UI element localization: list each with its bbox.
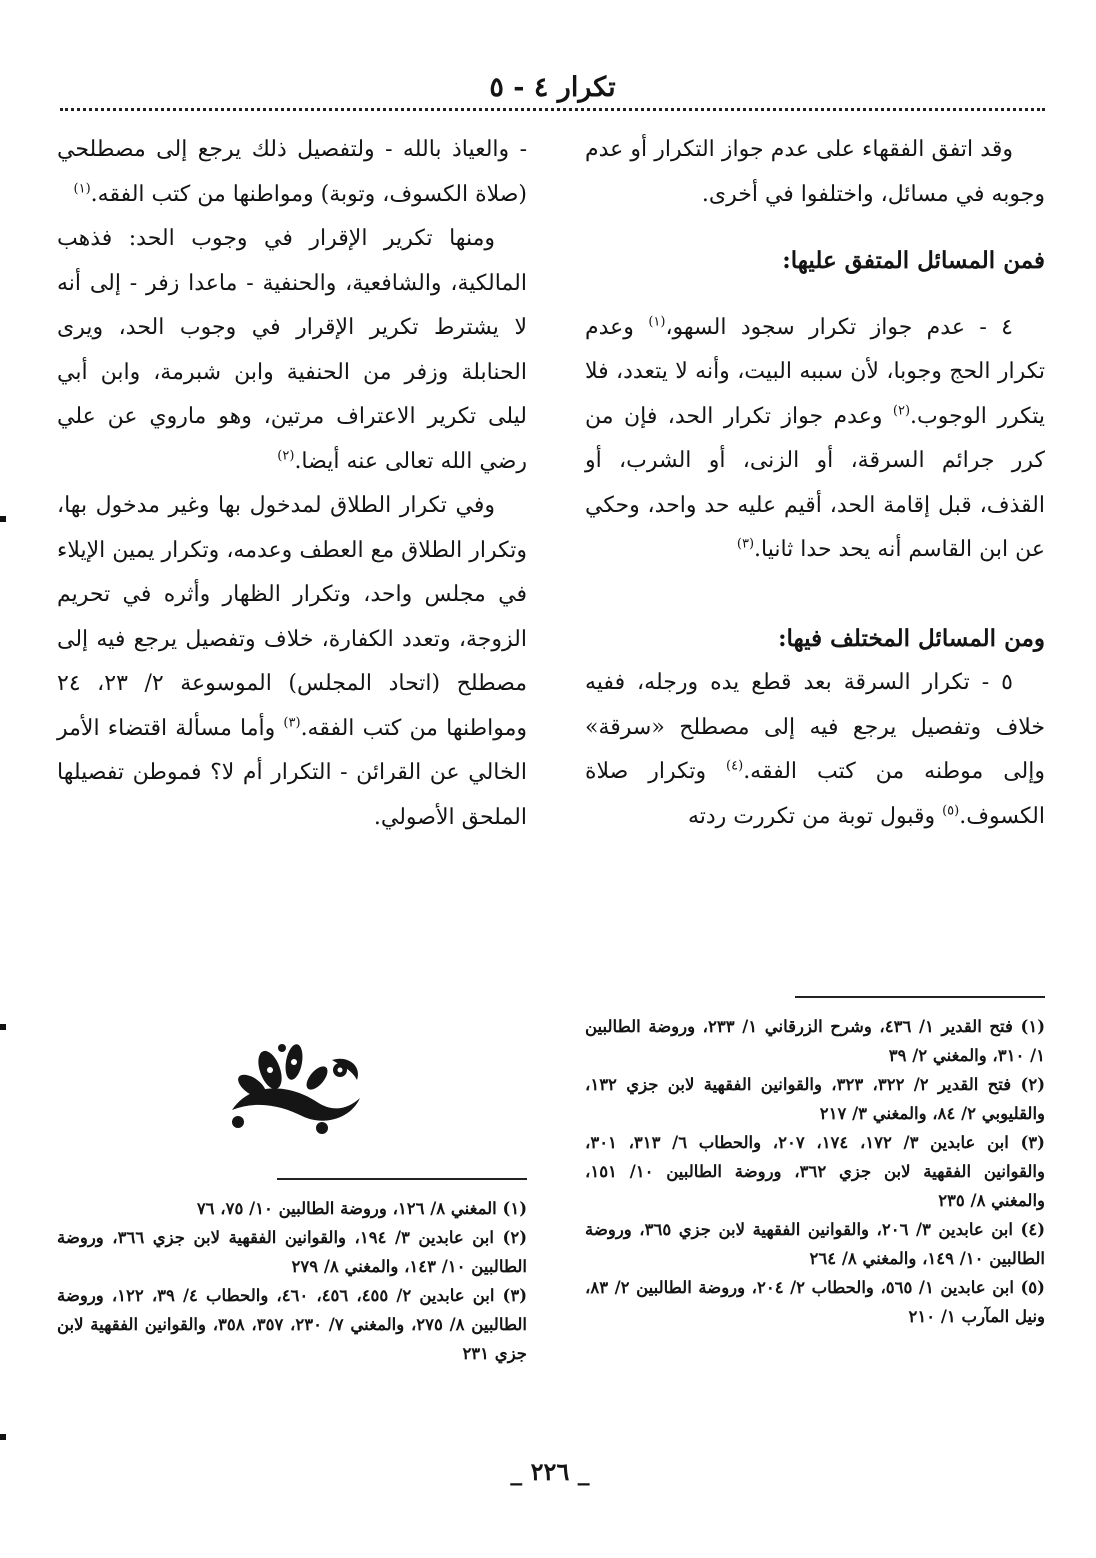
footnote: (٥) ابن عابدين ١/ ٥٦٥، والحطاب ٢/ ٢٠٤، وروضة الطالبين ٢/ ٨٣، ونيل المآرب ١/ ٢١٠ <box>585 1278 1045 1326</box>
heading-agreed: فمن المسائل المتفق عليها: <box>782 247 1045 274</box>
footnote-ref: (٢) <box>892 403 911 419</box>
footnote-separator-left <box>277 1178 527 1180</box>
paragraph-iqrar: ومنها تكرير الإقرار في وجوب الحد: فذهب المالكية، والشافعية، والحنفية - ماعدا زفر - إلى أنه لا يشترط تكرير الإقرار في وجوب الحد، ويرى الحنابلة وزفر من الحنفية وابن شبرمة، وابن أبي ليلى تكرير الاعتراف مرتين، وهو ماروي عن علي رضي الله تعالى عنه أيضا.$^{(٢)}$ <box>57 226 527 474</box>
footnote: (٤) ابن عابدين ٣/ ٢٠٦، والقوانين الفقهية لابن جزي ٣٦٥، وروضة الطالبين ١٠/ ١٤٩، والمغني ٨/ ٢٦٤ <box>585 1220 1045 1268</box>
footnote-ref: (١) <box>73 181 91 197</box>
footnote-ref: (٢) <box>277 448 295 464</box>
footnote-ref: (٤) <box>726 758 744 774</box>
paragraph-talaq: وفي تكرار الطلاق لمدخول بها وغير مدخول بها، وتكرار الطلاق مع العطف وعدمه، وتكرار يمين الإيلاء في مجلس واحد، وتكرار الظهار وأثره في تحريم الزوجة، وتعدد الكفارة، خلاف وتفصيل يرجع فيه إلى مصطلح (اتحاد المجلس) الموسوعة ٢/ ٢٣، ٢٤ ومواطنها من كتب الفقه.$^{(٣)}$ وأما مسألة اقتضاء الأمر الخالي عن القرائن - التكرار أم لا؟ فموطن تفصيلها الملحق الأصولي. <box>57 493 528 830</box>
paragraph-4: ٤ - عدم جواز تكرار سجود السهو،$^{(١)}$ وعدم تكرار الحج وجوبا، لأن سببه البيت، وأنه لا يتعدد، فلا يتكرر الوجوب.$^{(٢)}$ وعدم جواز تكرار الحد، فإن من كرر جرائم السرقة، أو الزنى، أو الشرب، أو القذف، قبل إقامة الحد، أقيم عليه حد واحد، وحكي عن ابن القاسم أنه يحد حدا ثانيا.$^{(٣)}$ <box>585 314 1045 562</box>
intro-paragraph: وقد اتفق الفقهاء على عدم جواز التكرار أو عدم وجوبه في مسائل، واختلفوا في أخرى. <box>585 137 1045 207</box>
footnote-ref: (٣) <box>283 715 301 731</box>
page-number: _ ٢٢٦ _ <box>510 1457 590 1486</box>
scan-mark <box>0 516 6 522</box>
footnote-ref: (٥) <box>942 803 960 819</box>
footnotes-right <box>585 1012 1045 1331</box>
scan-mark <box>0 1024 6 1030</box>
footnote: (٢) فتح القدير ٢/ ٣٢٢، ٣٢٣، والقوانين الفقهية لابن جزي ١٣٢، والقليوبي ٢/ ٨٤، والمغني ٣/ ٢١٧ <box>585 1075 1045 1123</box>
footnote: (٣) ابن عابدين ٣/ ١٧٢، ١٧٤، ٢٠٧، والحطاب ٦/ ٣١٣، ٣٠١، والقوانين الفقهية لابن جزي ٣٦٢، وروضة الطالبين ١٠/ ١٥١، والمغني ٨/ ٢٣٥ <box>585 1133 1045 1210</box>
heading-disputed: ومن المسائل المختلف فيها: <box>778 624 1045 652</box>
footnote: (٢) ابن عابدين ٣/ ١٩٤، والقوانين الفقهية لابن جزي ٣٦٦، وروضة الطالبين ١٠/ ١٤٣، والمغني ٨/ ٢٧٩ <box>57 1228 527 1276</box>
footnote: (١) المغني ٨/ ١٢٦، وروضة الطالبين ١٠/ ٧٥، ٧٦ <box>196 1199 527 1218</box>
header-divider <box>60 108 1045 111</box>
header-title: تكرار ٤ - ٥ <box>489 72 616 103</box>
footnote: (١) فتح القدير ١/ ٤٣٦، وشرح الزرقاني ١/ ٢٣٣، وروضة الطالبين ١/ ٣١٠، والمغني ٢/ ٣٩ <box>585 1017 1045 1065</box>
footnote-ref: (١) <box>648 314 666 330</box>
left-column <box>57 128 527 840</box>
floral-ornament-icon <box>222 1040 372 1140</box>
page-header <box>60 68 1045 108</box>
footnote: (٣) ابن عابدين ٢/ ٤٥٥، ٤٥٦، ٤٦٠، والحطاب ٤/ ٣٩، ١٢٢، وروضة الطالبين ٨/ ٢٧٥، والمغني ٧/ ٢٣٠، ٣٥٧، ٣٥٨، والقوانين الفقهية لابن جزي ٢٣١ <box>57 1286 527 1363</box>
footnotes-left <box>57 1194 527 1368</box>
footnote-separator-right <box>795 996 1045 998</box>
continuation-paragraph: - والعياذ بالله - ولتفصيل ذلك يرجع إلى مصطلحي (صلاة الكسوف، وتوبة) ومواطنها من كتب الفقه.$^{(١)}$ <box>57 137 527 207</box>
paragraph-5: ٥ - تكرار السرقة بعد قطع يده ورجله، ففيه خلاف وتفصيل يرجع فيه إلى مصطلح «سرقة» وإلى موطنه من كتب الفقه.$^{(٤)}$ وتكرار صلاة الكسوف.$^{(٥)}$ وقبول توبة من تكررت ردته <box>585 670 1046 829</box>
scan-mark <box>0 1434 6 1440</box>
right-column <box>585 128 1045 839</box>
footnote-ref: (٣) <box>736 536 755 552</box>
